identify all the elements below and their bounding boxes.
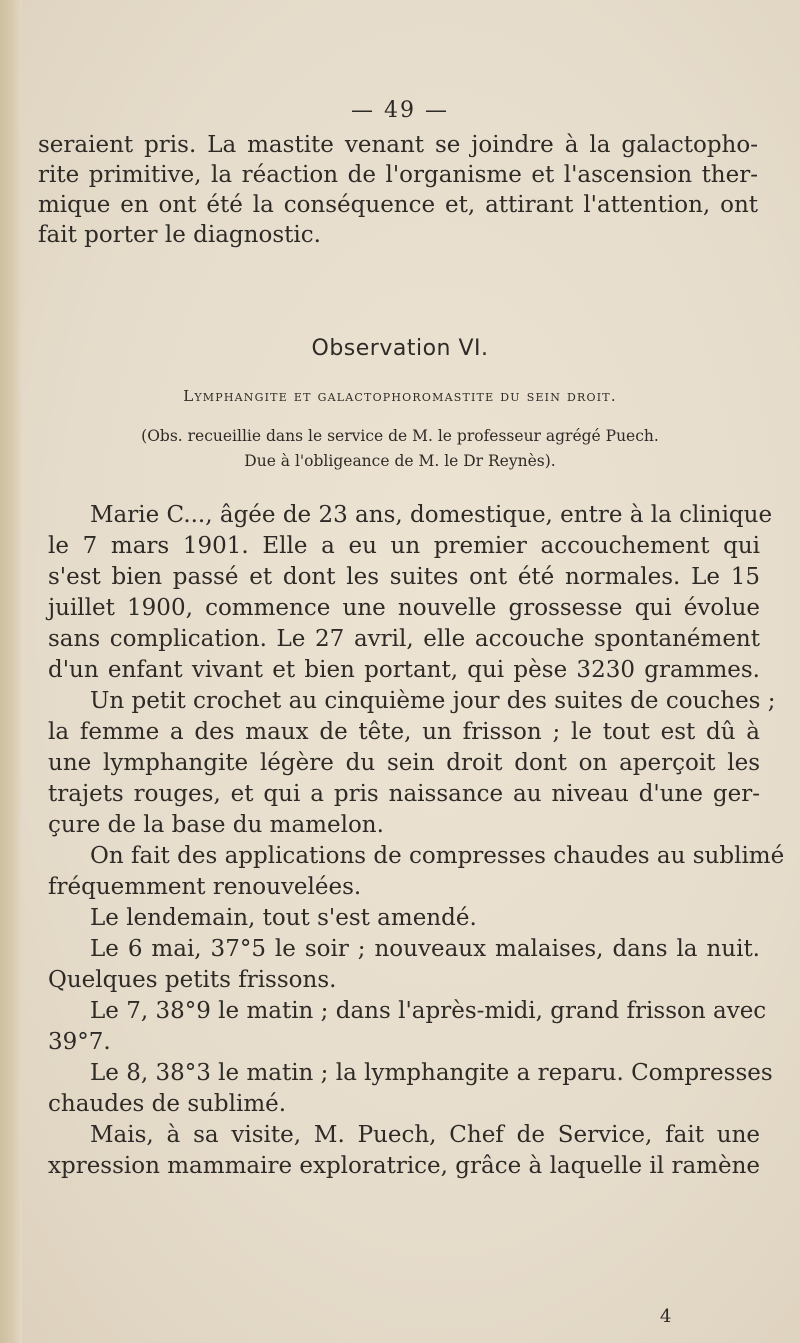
- text-line: On fait des applications de compresses chaudes au sublimé: [90, 843, 785, 869]
- text-line: fréquemment renouvelées.: [48, 874, 362, 900]
- text-line: une lymphangite légère du sein droit dont on aperçoit les: [48, 750, 760, 776]
- intro-paragraph: [38, 130, 758, 250]
- text-line: Un petit crochet au cinquième jour des suites de couches ;: [90, 688, 776, 714]
- observation-title: Observation VI.: [311, 336, 489, 361]
- text-line: d'un enfant vivant et bien portant, qui pèse 3230 grammes.: [48, 657, 760, 683]
- text-line: chaudes de sublimé.: [48, 1091, 287, 1117]
- page-number: — 49 —: [351, 98, 449, 123]
- text-line: Le 8, 38°3 le matin ; la lymphangite a reparu. Compresses: [90, 1060, 773, 1086]
- text-line: Mais, à sa visite, M. Puech, Chef de Service, fait une: [90, 1122, 760, 1148]
- text-line: Le lendemain, tout s'est amendé.: [90, 905, 477, 931]
- text-line: juillet 1900, commence une nouvelle grossesse qui évolue: [48, 595, 760, 621]
- text-line: Quelques petits frissons.: [48, 967, 337, 993]
- text-line: çure de la base du mamelon.: [48, 812, 384, 838]
- text-line: s'est bien passé et dont les suites ont été normales. Le 15: [48, 564, 760, 590]
- text-line: xpression mammaire exploratrice, grâce à laquelle il ramène: [48, 1153, 760, 1179]
- subtitle-text: Lymphangite et galactophoromastite du sein droit.: [183, 387, 617, 405]
- text-line: 39°7.: [48, 1029, 111, 1055]
- text-line: trajets rouges, et qui a pris naissance au niveau d'une ger-: [48, 781, 760, 807]
- text-line: Marie C..., âgée de 23 ans, domestique, entre à la clinique: [90, 502, 773, 528]
- text-line: rite primitive, la réaction de l'organisme et l'ascension ther-: [38, 162, 758, 188]
- signature-mark: 4: [660, 1306, 672, 1327]
- observation-subtitle: [0, 387, 800, 405]
- text-line: le 7 mars 1901. Elle a eu un premier accouchement qui: [48, 533, 760, 559]
- observation-credit-note: Due à l'obligeance de M. le Dr Reynès).: [244, 452, 556, 470]
- text-line: mique en ont été la conséquence et, attirant l'attention, ont: [38, 192, 758, 218]
- text-line: sans complication. Le 27 avril, elle accouche spontanément: [48, 626, 760, 652]
- observation-source-note: (Obs. recueillie dans le service de M. le professeur agrégé Puech.: [141, 427, 659, 445]
- text-line: fait porter le diagnostic.: [38, 222, 321, 248]
- page-binding-edge: [0, 0, 22, 1343]
- case-report: [48, 500, 785, 1182]
- text-line: seraient pris. La mastite venant se joindre à la galactopho-: [38, 132, 758, 158]
- text-line: Le 7, 38°9 le matin ; dans l'après-midi, grand frisson avec: [90, 998, 767, 1024]
- text-line: la femme a des maux de tête, un frisson ; le tout est dû à: [48, 719, 760, 745]
- text-line: Le 6 mai, 37°5 le soir ; nouveaux malaises, dans la nuit.: [90, 936, 760, 962]
